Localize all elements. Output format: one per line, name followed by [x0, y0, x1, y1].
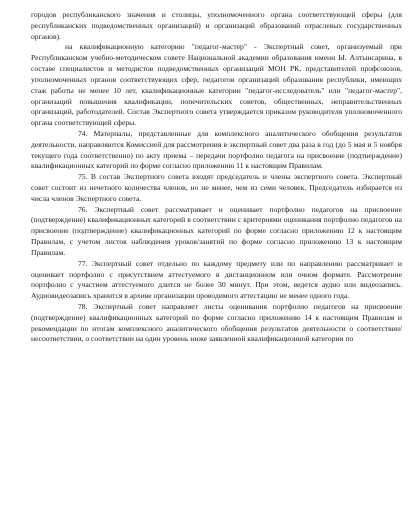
paragraph-continuation: городов республиканского значения и столицы, уполномоченного органа соответствующей сферы (для республиканских подведомственных организаций) и организаций образований отраслевых государственных органов).	[31, 10, 402, 41]
paragraph-76: 76. Экспертный совет рассматривает и оценивает портфолио педагогов на присвоение (подтверждение) квалификационных категорий в соответствии с критериями оценивания портфолио педагогов на присвоение (подтверждение) квалификационных категорий по форме согласно приложению 12 к настоящим Правилам, с учетом листов наблюдения уроков/занятий по форме согласно приложению 13 к настоящим Правилам.	[31, 204, 402, 257]
paragraph-75: 75. В состав Экспертного совета входят председатель и члены экспертного совета. Экспертный совет состоит из нечетного количества членов, но не менее, чем из семи человек. Председатель избирается из числа членов Экспертного совета.	[31, 172, 402, 203]
paragraph-pedagog-master: на квалификационную категорию "педагог-мастер" - Экспертный совет, организуемый при Республиканском учебно-методическом совете Национальной академии образования имени Ы. Алтынсарина, в составе специалистов и методистов подведомственных организаций МОН РК, представителей профсоюзов, уполномоченных органов соответствующих сфер, педагогов организаций образования республики, имеющих стаж работы не менее 10 лет, квалификационные категории "педагог-исследователь" или "педагог-мастер", организаций повышения квалификации, попечительских советов, общественных, неправительственных организаций, работодателей. Состав Экспертного совета утверждается приказом руководителя уполномоченного органа соответствующей сферы.	[31, 42, 402, 128]
paragraph-74: 74. Материалы, представленные для комплексного аналитического обобщения результатов деятельности, направляются Комиссией для рассмотрения в экспертный совет два раза в год (до 5 мая и 5 ноября текущего года соответственно) по акту приема – передачи портфолио педагога на присвоение (подтверждение) квалификационных категорий по форме согласно приложению 11 к настоящим Правилам.	[31, 128, 402, 171]
paragraph-78: 78. Экспертный совет направляет листы оценивания портфолио педагогов на присвоение (подтверждение) квалификационных категорий по форме согласно приложению 14 к настоящим Правилам и рекомендации по итогам комплексного аналитического обобщения результатов деятельности о соответствии/несоответствии, о соответствии на один уровень ниже заявленной квалификационной категории по	[31, 301, 402, 344]
paragraph-77: 77. Экспертный совет отдельно по каждому предмету или по направлению рассматривает и оценивает портфолио с присутствием аттестуемого в дистанционном или очном формате. Рассмотрение портфолио с участием аттестуемого длится не более 30 минут. При этом, ведется аудио или видеозапись. Аудиовидеозапись хранится в архиве организации проводимого аттестацию не менее одного года.	[31, 258, 402, 301]
